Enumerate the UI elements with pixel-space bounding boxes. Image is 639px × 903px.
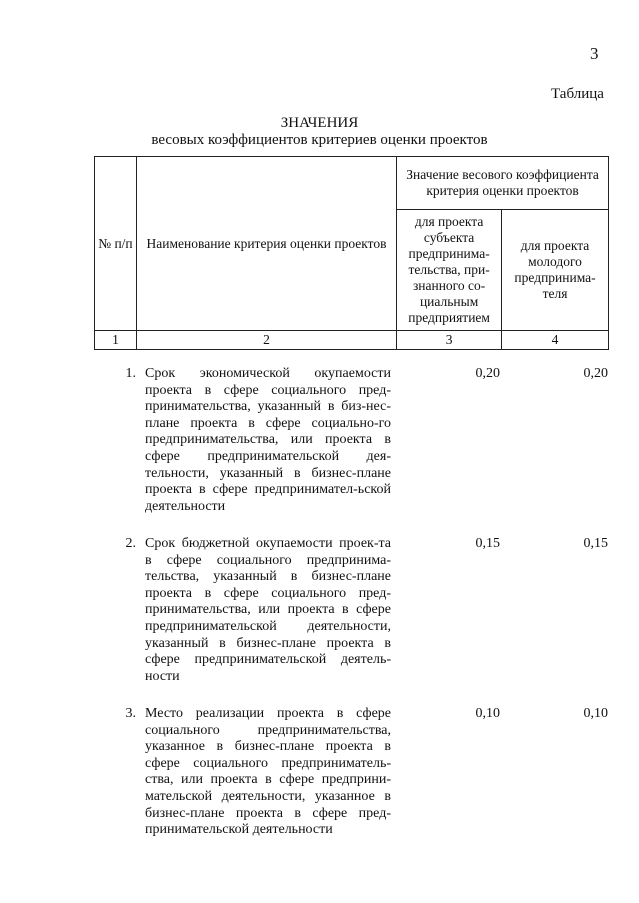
value-social-enterprise: 0,20 [475,366,500,381]
value-young-entrepreneur: 0,10 [583,706,608,721]
criterion-name: Срок экономической окупаемости проекта в сфере социального пред-принимательства, указанный в биз-нес-плане проекта в сфере социально-го предпринимательства, или проекта в сфере предпринимательской дея-тельности, указанный в бизнес-плане проекта в сфере предпринимател-ьской деятельности [145,366,391,514]
document-title: ЗНАЧЕНИЯ [280,115,359,131]
page-number: 3 [590,44,599,63]
table-label: Таблица [551,86,604,102]
value-young-entrepreneur: 0,20 [583,366,608,381]
value-young-entrepreneur: 0,15 [583,536,608,551]
row-number: 1. [125,366,136,381]
col-value-group-header: Значение весового коэффициента критерия оценки проектов [397,157,609,210]
col-index-4: 4 [502,331,609,350]
value-social-enterprise: 0,10 [475,706,500,721]
criteria-table-header [94,156,609,350]
col-social-enterprise-header: для проекта субъекта предпринима-тельства, при-знанного со-циальным предприятием [397,210,502,331]
col-index-3: 3 [397,331,502,350]
col-young-entrepreneur-header: для проекта молодого предпринима-теля [502,210,609,331]
col-index-1: 1 [95,331,137,350]
criterion-name: Срок бюджетной окупаемости проек-та в сфере социального предпринима-тельства, указанный в бизнес-плане проекта в сфере социального пред-принимательства, или проекта в сфере предпринимательской деятельности, указанный в бизнес-плане проекта в сфере предпринимательской деятель-ности [145,536,391,684]
col-index-2: 2 [136,331,396,350]
criterion-name: Место реализации проекта в сфере социального предпринимательства, указанное в бизнес-плане проекта в сфере социального предприниматель-ства, или проекта в сфере предприни-мательской деятельности, указанное в бизнес-плане проекта в сфере пред-принимательской деятельности [145,706,391,838]
row-number: 2. [125,536,136,551]
col-number-header: № п/п [95,157,137,331]
row-number: 3. [125,706,136,721]
col-name-header: Наименование критерия оценки проектов [136,157,396,331]
document-subtitle: весовых коэффициентов критериев оценки проектов [151,132,488,148]
value-social-enterprise: 0,15 [475,536,500,551]
